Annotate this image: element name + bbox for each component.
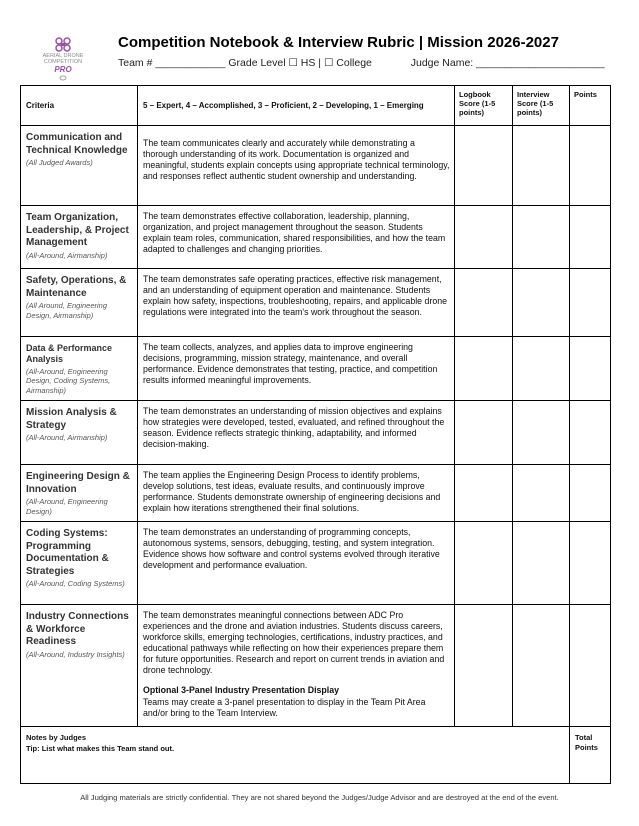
interview-score-cell[interactable] — [513, 269, 570, 337]
points-cell[interactable] — [570, 401, 611, 465]
interview-score-cell[interactable] — [513, 401, 570, 465]
table-row — [21, 522, 611, 605]
criteria-cell — [21, 465, 138, 522]
points-cell[interactable] — [570, 269, 611, 337]
criteria-awards: (All-Around, Engineering Design) — [26, 497, 108, 516]
page-title: Competition Notebook & Interview Rubric | Mission 2026-2027 — [118, 34, 559, 51]
table-header-row — [21, 86, 611, 126]
criteria-description: The team demonstrates safe operating practices, effective risk management, and an understanding of equipment operation and maintenance. Students explain how safety, inspections, troubleshooting, repairs, and applicable drone regulations were integrated into the team's work throughout the season. — [138, 269, 455, 337]
criteria-description: The team collects, analyzes, and applies data to improve engineering decisions, programming, mission strategy, maintenance, and overall performance. Evidence demonstrates that testing, practice, and competition results informed meaningful improvements. — [138, 337, 455, 401]
table-row — [21, 206, 611, 269]
logbook-score-cell[interactable] — [455, 522, 513, 605]
interview-score-cell[interactable] — [513, 465, 570, 522]
logbook-score-cell[interactable] — [455, 401, 513, 465]
points-cell[interactable] — [570, 522, 611, 605]
table-row — [21, 401, 611, 465]
criteria-name: Communication and Technical Knowledge — [26, 132, 128, 156]
criteria-awards: (All Judged Awards) — [26, 158, 93, 167]
criteria-awards: (All-Around, Industry Insights) — [26, 649, 125, 659]
criteria-name: Data & Performance Analysis — [26, 343, 113, 365]
notes-tip: Tip: List what makes this Team stand out. — [26, 743, 175, 753]
logbook-score-cell[interactable] — [455, 337, 513, 401]
table-row — [21, 465, 611, 522]
criteria-description-cell — [138, 605, 455, 727]
rubric-table — [20, 85, 611, 784]
criteria-description: The team demonstrates an understanding of programming concepts, autonomous systems, sensors, debugging, testing, and system integration. Evidence shows how software and control systems evolved through iterative development and performance evaluation. — [138, 522, 455, 605]
table-row — [21, 605, 611, 727]
criteria-name: Team Organization, Leadership, & Project Management — [26, 212, 129, 248]
criteria-cell — [21, 206, 138, 269]
criteria-cell — [21, 269, 138, 337]
logbook-score-cell[interactable] — [455, 605, 513, 727]
interview-score-cell[interactable] — [513, 522, 570, 605]
points-cell[interactable] — [570, 465, 611, 522]
interview-score-cell[interactable] — [513, 126, 570, 206]
interview-score-cell[interactable] — [513, 337, 570, 401]
confidentiality-footer: All Judging materials are strictly confidential. They are not shared beyond the Judges/Judge Advisor and are destroyed at the end of the event. — [80, 793, 559, 802]
criteria-cell — [21, 126, 138, 206]
notes-label: Notes by Judges — [26, 733, 87, 742]
optional-display-text: Teams may create a 3-panel presentation to display in the Team Pit Area and/or bring to the Team Interview. — [143, 696, 426, 718]
criteria-name: Mission Analysis & Strategy — [26, 407, 117, 431]
criteria-description: The team demonstrates effective collaboration, leadership, planning, organization, and project management throughout the season. Students explain team roles, communication, shared responsibilities, and how the team adapted to challenges and changing priorities. — [138, 206, 455, 269]
points-cell[interactable] — [570, 605, 611, 727]
grade-level-field[interactable]: Grade Level ☐ HS | ☐ College — [228, 57, 372, 69]
table-row — [21, 269, 611, 337]
criteria-awards: (All Around, Engineering Design, Airmanship) — [26, 301, 108, 320]
criteria-header: Criteria — [21, 86, 138, 126]
table-row — [21, 126, 611, 206]
judge-name-field[interactable]: Judge Name: ______________________ — [410, 57, 605, 69]
criteria-name: Coding Systems: Programming Documentation & Strategies — [26, 528, 109, 577]
logbook-score-cell[interactable] — [455, 126, 513, 206]
svg-text:COMPETITION: COMPETITION — [43, 59, 83, 65]
criteria-cell — [21, 401, 138, 465]
optional-display-title: Optional 3-Panel Industry Presentation Display — [143, 685, 340, 696]
criteria-awards: (All-Around, Engineering Design, Coding Systems, Airmanship) — [26, 366, 111, 395]
criteria-cell — [21, 605, 138, 727]
criteria-description: The team demonstrates an understanding of mission objectives and explains how strategies were developed, tested, evaluated, and refined throughout the season. Evidence reflects strategic thinking, adaptability, and informed decision-making. — [138, 401, 455, 465]
interview-score-header: Interview Score (1-5 points) — [513, 86, 570, 126]
drone-icon — [56, 38, 70, 51]
interview-score-cell[interactable] — [513, 605, 570, 727]
criteria-description: The team demonstrates meaningful connections between ADC Pro experiences and the drone and aviation industries. Students discuss careers, workforce skills, emerging technologies, certifications, industry practices, and educational pathways while reflecting on how their experiences prepare them for future opportunities. Research and report on current trends in aviation and drone technology. — [143, 610, 445, 676]
criteria-awards: (All-Around, Airmanship) — [26, 433, 108, 442]
logbook-score-cell[interactable] — [455, 465, 513, 522]
points-cell[interactable] — [570, 206, 611, 269]
points-cell[interactable] — [570, 337, 611, 401]
logbook-score-cell[interactable] — [455, 206, 513, 269]
logbook-score-cell[interactable] — [455, 269, 513, 337]
total-points-cell[interactable] — [570, 727, 611, 784]
header-fields — [118, 57, 605, 69]
logbook-score-header: Logbook Score (1-5 points) — [455, 86, 513, 126]
criteria-name: Industry Connections & Workforce Readiness — [26, 611, 129, 647]
notes-row — [21, 727, 611, 784]
total-points-label: Total Points — [575, 733, 598, 752]
criteria-description: The team applies the Engineering Design Process to identify problems, develop solutions, test ideas, evaluate results, and continuously improve performance. Students demonstrate ownership of engineering decisions and explain how iterations strengthened their final solutions. — [138, 465, 455, 522]
criteria-cell — [21, 337, 138, 401]
criteria-name: Safety, Operations, & Maintenance — [26, 275, 127, 299]
team-number-field[interactable]: Team # ____________ — [118, 57, 226, 69]
competition-logo — [34, 36, 92, 82]
svg-text:PRO: PRO — [54, 65, 72, 74]
criteria-awards: (All-Around, Coding Systems) — [26, 579, 125, 588]
points-header: Points — [570, 86, 611, 126]
scale-header: 5 – Expert, 4 – Accomplished, 3 – Proficient, 2 – Developing, 1 – Emerging — [138, 86, 455, 126]
table-row — [21, 337, 611, 401]
interview-score-cell[interactable] — [513, 206, 570, 269]
criteria-description: The team communicates clearly and accurately while demonstrating a thorough understanding of its work. Documentation is organized and meaningful, students explain concepts using appropriate technical terminology, and responses reflect authentic student ownership and understanding. — [138, 126, 455, 206]
criteria-awards: (All-Around, Airmanship) — [26, 250, 108, 260]
criteria-cell — [21, 522, 138, 605]
judge-notes-area[interactable] — [21, 727, 570, 784]
points-cell[interactable] — [570, 126, 611, 206]
criteria-name: Engineering Design & Innovation — [26, 471, 130, 495]
svg-text:AERIAL DRONE: AERIAL DRONE — [42, 53, 84, 59]
